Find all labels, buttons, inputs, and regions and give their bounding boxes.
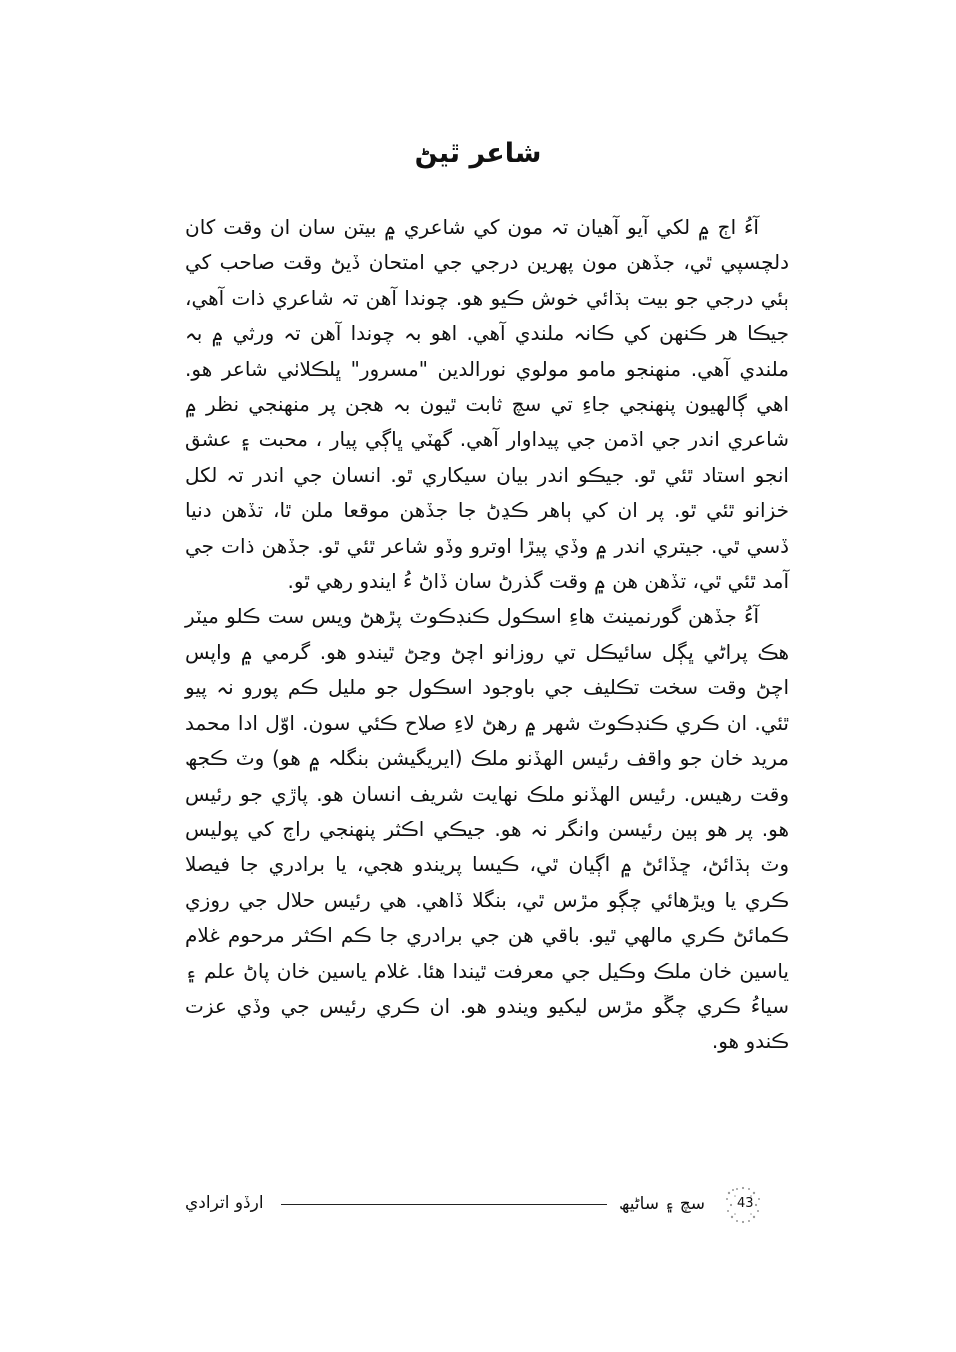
paragraph-1: آءُ اڄ ۾ لکي آيو آهيان تہ مون کي شاعري ۾ بيتن سان ان وقت کان دلچسپي ٿي، جڏهن مون پهرين درجي جي امتحان ڏيڻ وقت صاحب کي ٻئي درجي جو بيت ٻڌائي خوش ڪيو هو. چوندا آهن تہ شاعري ذات آهي، جيڪا هر ڪنهن کي ڪانہ ملندي آهي. اهو بہ چوندا آهن تہ ورثي ۾ بہ ملندي آهي. منهنجو مامو مولوي نورالدين "مسرور" ڀلڪلاٺي شاعر هو. اهي ڳالهيون پنهنجي جاءِ تي سچ ثابت ٿيون بہ هجن پر منهنجي نظر ۾ شاعري اندر جي اڌمن جي پيداوار آهي. گهٽي ڀاڳي پيار ، محبت ۽ عشق انجو استاد ٿئي ٿو. جيڪو اندر بيان سيکاري ٿو. انسان جي اندر تہ لکل خزانو ٿئي ٿو. پر ان کي ٻاهر ڪڍڻ جا جڏهن موقعا ملن ٿا، تڏهن دنيا ڏسي ٿي. جيتري اندر ۾ وڏي پيڙا اوترو وڏو شاعر ٿئي ٿو. جڏهن ذات جي آمد ٿئي ٿي، تڏهن هن ۾ وقت گذرڻ سان ڏاڻ ءُ ايندو رهي ٿو. xyxy=(185,215,789,594)
page-number: 43 xyxy=(737,1196,754,1211)
paragraph-2: آءُ جڏهن گورنمينٽ هاءِ اسڪول ڪنڊڪوٽ پڙهڻ ويس ست ڪلو ميٽر هڪ پراڻي ڀڳل سائيڪل تي روزانو اچڻ وڃڻ ٿيندو هو. گرمي ۾ واپس اچڻ وقت سخت تڪليف جي باوجود اسڪول جو مليل ڪم پورو نہ پيو ٿئي. ان ڪري ڪنڊڪوٽ شهر ۾ رهڻ لاءِ صلاح ڪئي سون. اوّل ادا محمد مريد خان جو واقف رئيس الھڏنو ملڪ (ايريگيشن بنگلہ ۾ هو) وٽ ڪجھ وقت رهيس. رئيس الھڏنو ملڪ نهايت شريف انسان هو. پاڙي جو رئيس هو. پر هو ٻين رئيسن وانگر نہ هو. جيڪي اڪثر پنهنجي راڄ کي پوليس وٽ ٻڌائڻ، ڇڏائڻ ۾ اڳيان ٿي، ڪيسا پريندو هجي، يا برادري جا فيصلا ڪري يا ويڙهائي چڳو مڙس ٿي، بنگلا ڏاهي. هي رئيس حلال جي روزي ڪمائڻ ڪري مالھي ٿيو. باقي هن جي برادري جا ڪم اڪثر مرحوم غلام ياسين خان ملڪ وڪيل جي معرفت ٿيندا هئا. غلام ياسين خان پاڻ علم ۽ سياءُ ڪري چڱو مڙس ليکيو ويندو هو. ان ڪري رئيس جي وڏي عزت ڪندو هو. xyxy=(185,604,789,1054)
footer-book-title: سچ ۽ ساڻيھ xyxy=(619,1194,706,1214)
body-text xyxy=(185,210,789,1060)
footer-section-label: ارڏو اترادي xyxy=(185,1193,264,1213)
page-footer xyxy=(185,1185,789,1225)
footer-divider xyxy=(281,1204,607,1205)
page-title: شاعر ٿيڻ xyxy=(414,138,542,169)
